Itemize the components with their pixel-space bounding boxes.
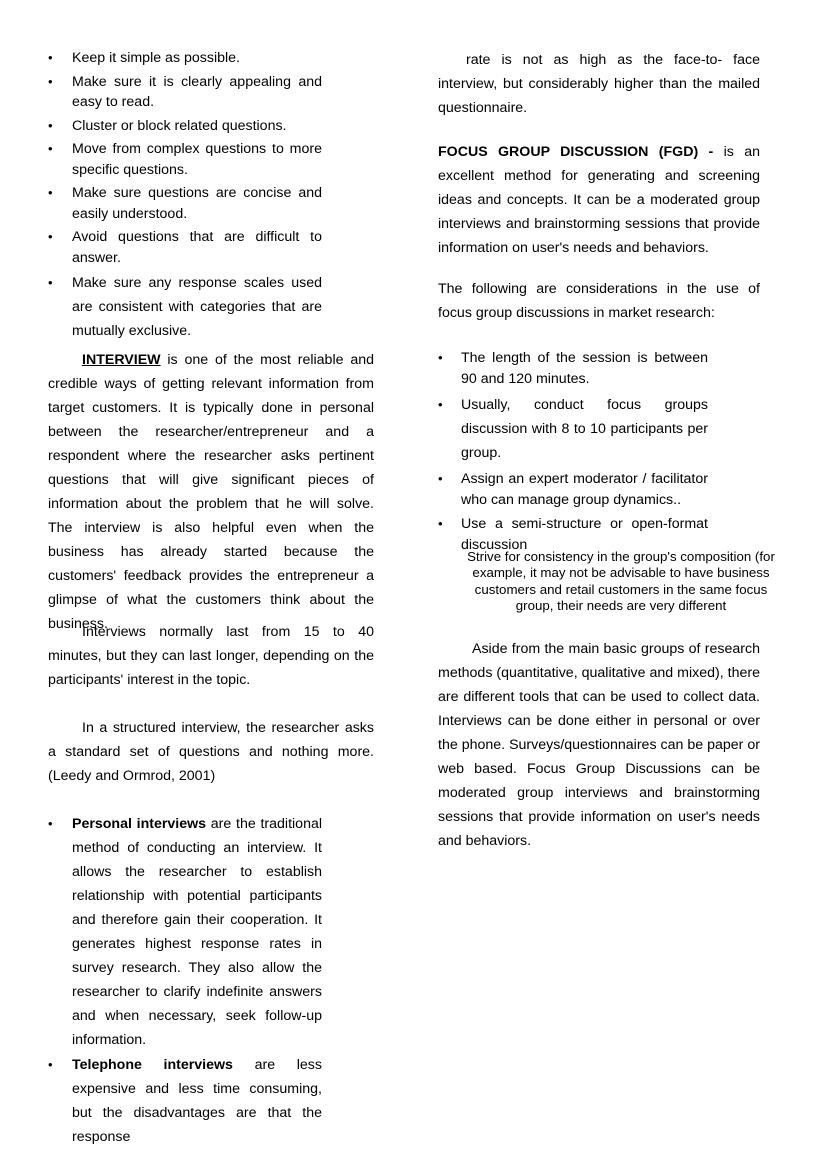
consistency-note: Strive for consistency in the group's composition (for example, it may not be advisable to have business customers and retail customers in the same focus group, their needs are very different — [467, 549, 775, 614]
list-item — [48, 812, 322, 1052]
list-item — [48, 72, 322, 113]
considerations-intro: The following are considerations in the use of focus group discussions in market research: — [438, 281, 760, 321]
list-item-text: Assign an expert moderator / facilitator who can manage group dynamics.. — [461, 471, 708, 508]
interview-types-list-wrapper — [48, 812, 374, 1150]
bullet-icon: • — [438, 471, 443, 486]
questionnaire-tips-list — [48, 48, 322, 343]
list-item-lead: Personal interviews — [72, 816, 207, 832]
bullet-icon: • — [48, 117, 53, 133]
bullet-icon: • — [438, 516, 443, 531]
interview-heading: INTERVIEW — [82, 352, 161, 368]
list-item-text: Use a semi-structure or open-format discussion — [461, 516, 708, 553]
considerations-list — [438, 348, 708, 555]
interview-types-list — [48, 812, 322, 1149]
list-item-text: are the traditional method of conducting an interview. It allows the researcher to establish relationship with potential participants and therefore gain their cooperation. It generates highest response rates in survey research. They also allow the researcher to clarify indefinite answers and when necessary, seek follow-up information. — [72, 816, 322, 1048]
bullet-icon: • — [48, 1057, 53, 1072]
list-item-text: Make sure any response scales used are consistent with categories that are mutually exclusive. — [72, 275, 322, 339]
list-item — [438, 393, 708, 465]
bullet-icon: • — [48, 141, 53, 156]
fgd-heading: FOCUS GROUP DISCUSSION (FGD) - — [438, 144, 714, 160]
questionnaire-tips-list-wrapper — [48, 48, 374, 343]
list-item — [48, 1053, 322, 1149]
list-item — [438, 348, 708, 389]
list-item-text: are less expensive and less time consuming, but the disadvantages are that the response — [72, 1057, 322, 1145]
list-item-text: Cluster or block related questions. — [72, 117, 287, 134]
list-item — [48, 183, 322, 224]
interview-body-text: is one of the most reliable and credible ways of getting relevant information from target customers. It is typically done in personal between the researcher/entrepreneur and a respondent where the researcher asks pertinent questions that will give significant pieces of information about the problem that he will solve. The interview is also helpful even when the business has already started because the customers' feedback provides the entrepreneur a glimpse of what the customers think about the business. — [48, 352, 374, 632]
list-item — [48, 48, 322, 69]
list-item — [438, 469, 708, 510]
list-item-text: Make sure questions are concise and easily understood. — [72, 185, 322, 222]
interview-paragraph — [48, 348, 374, 636]
fgd-paragraph — [438, 140, 760, 260]
list-item-text: Usually, conduct focus groups discussion with 8 to 10 participants per group. — [461, 397, 708, 461]
fgd-body-text: is an excellent method for generating and screening ideas and concepts. It can be a moderated group interviews and brainstorming sessions that provide information on user's needs and behaviors. — [438, 144, 760, 256]
bullet-icon: • — [48, 816, 53, 831]
structured-interview-paragraph: In a structured interview, the researcher asks a standard set of questions and nothing more.(Leedy and Ormrod, 2001) — [48, 720, 374, 784]
interview-duration-paragraph: Interviews normally last from 15 to 40 minutes, but they can last longer, depending on the participants' interest in the topic. — [48, 624, 374, 688]
bullet-icon: • — [48, 229, 53, 244]
list-item-text: Make sure it is clearly appealing and easy to read. — [72, 73, 322, 110]
considerations-list-wrapper — [438, 348, 760, 559]
list-item — [48, 271, 322, 343]
bullet-icon: • — [48, 73, 53, 89]
closing-paragraph: Aside from the main basic groups of research methods (quantitative, qualitative and mixed), there are different tools that can be used to collect data. Interviews can be done either in personal or over the phone. Surveys/questionnaires can be paper or web based. Focus Group Discussions can be moderated group interviews and brainstorming sessions that provide information on user's needs and behaviors. — [438, 641, 760, 849]
list-item-text: Keep it simple as possible. — [72, 50, 240, 66]
bullet-icon: • — [438, 350, 443, 365]
list-item — [48, 227, 322, 268]
list-item — [48, 139, 322, 180]
list-item-text: Avoid questions that are difficult to answer. — [72, 229, 322, 266]
list-item-text: The length of the session is between 90 and 120 minutes. — [461, 350, 708, 387]
bullet-icon: • — [48, 50, 53, 65]
list-item-lead: Telephone interviews — [72, 1057, 233, 1073]
list-item — [48, 116, 322, 137]
bullet-icon: • — [48, 185, 53, 200]
continued-paragraph: rate is not as high as the face-to- face interview, but considerably higher than the mailed questionnaire. — [438, 52, 760, 116]
list-item-text: Move from complex questions to more specific questions. — [72, 141, 322, 178]
bullet-icon: • — [48, 275, 53, 290]
bullet-icon: • — [438, 397, 443, 412]
